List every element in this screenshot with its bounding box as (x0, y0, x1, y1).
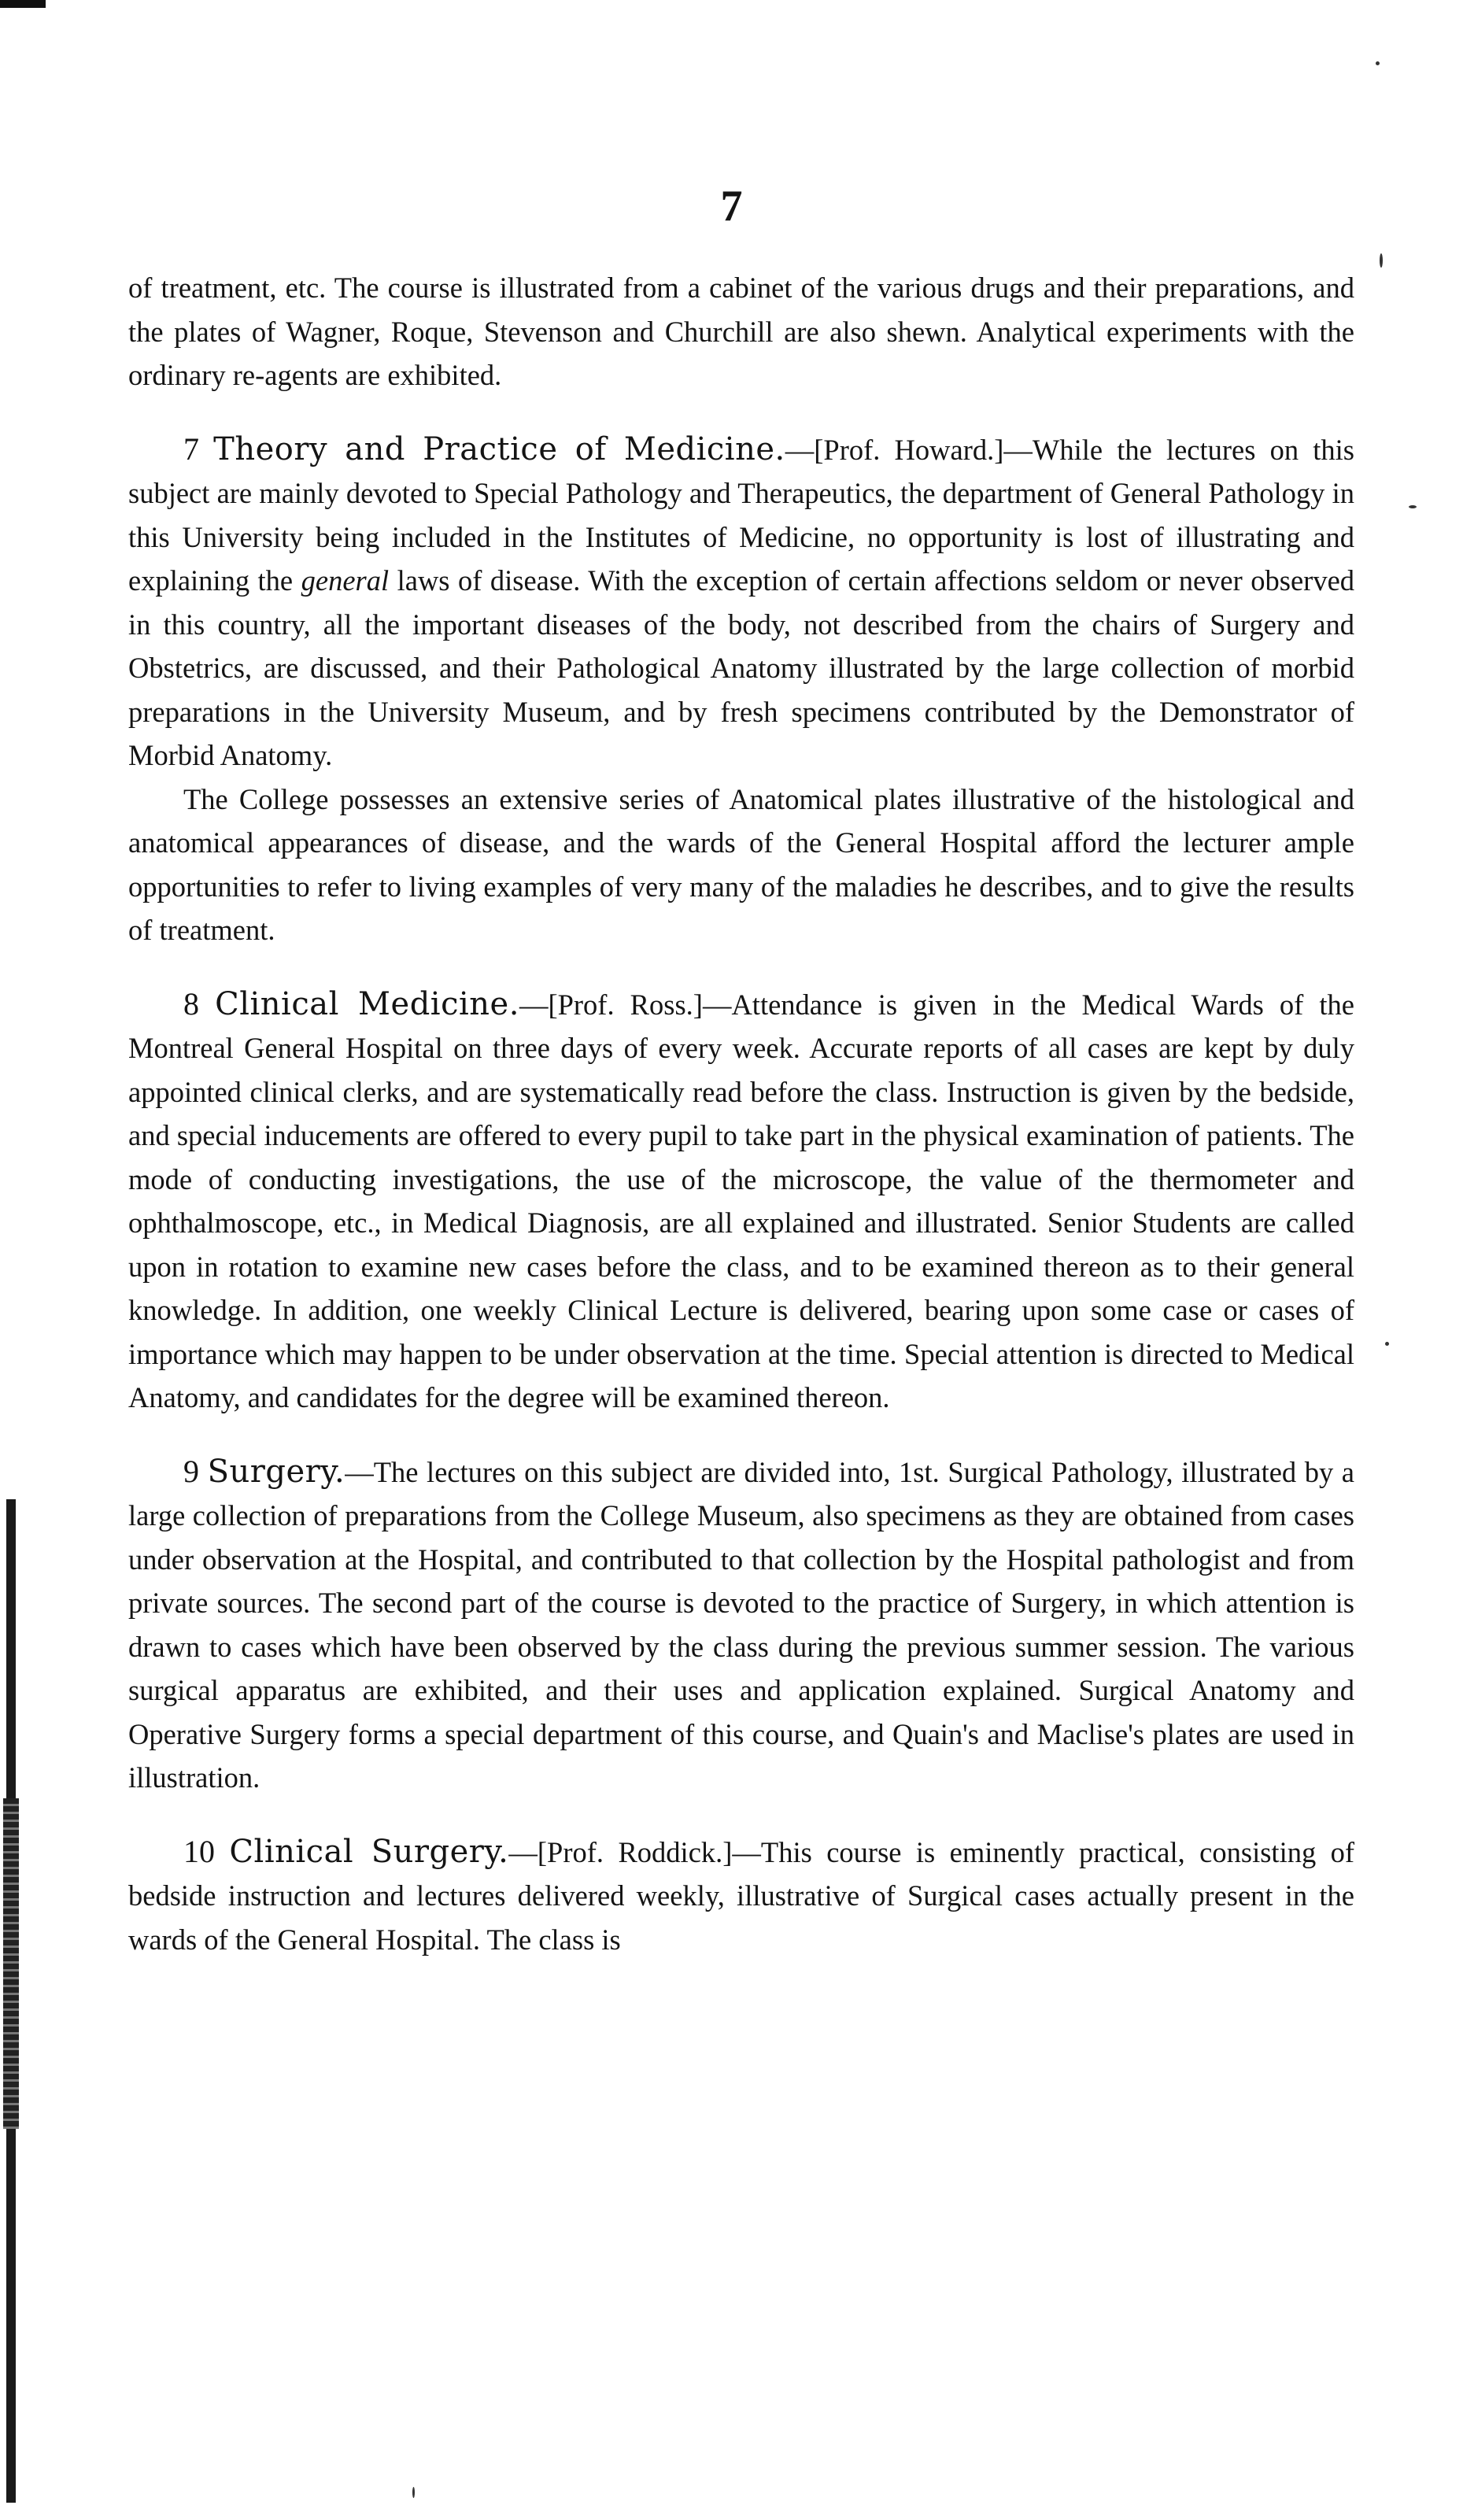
section-paragraph: The College possesses an extensive series of Anatomical plates illustrative of the histological and anatomical appearances of disease, and the wards of the General Hospital afford the lecturer ample opportunities to refer to living examples of very many of the maladies he describes, and to give the results of treatment. (128, 782, 1354, 946)
section-clinical-surgery (128, 1830, 1354, 1962)
emphasis-text: general (301, 564, 390, 597)
scan-speck (1380, 253, 1383, 268)
section-number: 7 (183, 430, 199, 467)
section-surgery (128, 1450, 1354, 1800)
section-body: —[Prof. Roddick.]—This course is eminently practical, consisting of bedside instruction and lectures delivered weekly, illustrative of Surgical cases actually present in the wards of the General Hospital. The class is (128, 1835, 1355, 1956)
scan-speck (1409, 505, 1417, 508)
page-body (128, 266, 1354, 1961)
paragraph-continuation: of treatment, etc. The course is illustrated from a cabinet of the various drugs and their preparations, and the plates of Wagner, Roque, Stevenson and Churchill are also shewn. Analytical experiments with the ordinary re-agents are exhibited. (128, 272, 1354, 391)
scan-artifact-binding-edge (6, 1499, 16, 2503)
section-number: 8 (183, 985, 199, 1022)
section-number: 9 (183, 1453, 199, 1489)
section-heading: Surgery. (207, 1453, 345, 1490)
section-clinical-medicine (128, 982, 1354, 1420)
scan-speck (1385, 1342, 1389, 1346)
scan-speck (1376, 61, 1380, 65)
section-body: —[Prof. Ross.]—Attendance is given in the Medical Wards of the Montreal General Hospital on three days of every week. Accurate reports of all cases are kept by duly appointed clinical clerks, and are systematically read before the class. Instruction is given by the bedside, and special inducements are offered to every pupil to take part in the physical examination of patients. The mode of conducting investigations, the use of the microscope, the value of the thermometer and ophthalmoscope, etc., in Medical Diagnosis, are all explained and illustrated. Senior Students are called upon in rotation to examine new cases before the class, and to be examined thereon as to their general knowledge. In addition, one weekly Clinical Lecture is delivered, bearing upon some case or cases of importance which may happen to be under observation at the time. Special attention is directed to Medical Anatomy, and candidates for the degree will be examined thereon. (128, 988, 1355, 1413)
section-body: —The lectures on this subject are divided into, 1st. Surgical Pathology, illustrated by a large collection of preparations from the College Museum, also specimens as they are obtained from cases under observation at the Hospital, and contributed to that collection by the Hospital pathologist and from private sources. The second part of the course is devoted to the practice of Surgery, in which attention is drawn to cases which have been observed by the class during the previous summer session. The various surgical apparatus are exhibited, and their uses and application explained. Surgical Anatomy and Operative Surgery forms a special department of this course, and Quain's and Maclise's plates are used in illustration. (128, 1455, 1354, 1794)
scan-artifact-top (0, 0, 46, 8)
section-heading: Theory and Practice of Medicine. (213, 430, 785, 467)
section-body-continued: laws of disease. With the exception of certain affections seldom or never observed in this country, all the important diseases of the body, not described from the chairs of Surgery and Obstetrics, are discussed, and their Pathological Anatomy illustrated by the large collection of morbid preparations in the University Museum, and by fresh specimens contributed by the Demonstrator of Morbid Anatomy. (128, 564, 1355, 771)
section-theory-practice-medicine (128, 427, 1354, 952)
scan-speck (412, 2487, 415, 2498)
section-heading: Clinical Surgery. (229, 1833, 509, 1870)
section-number: 10 (183, 1833, 215, 1869)
page-number: 7 (720, 182, 743, 231)
section-heading: Clinical Medicine. (215, 985, 519, 1022)
section-body: —[Prof. Howard.]—While the lectures on this subject are mainly devoted to Special Pathology and Therapeutics, the department of General Pathology in this University being included in the Institutes of Medicine, no opportunity is lost of illustrating and explaining the (128, 433, 1355, 597)
